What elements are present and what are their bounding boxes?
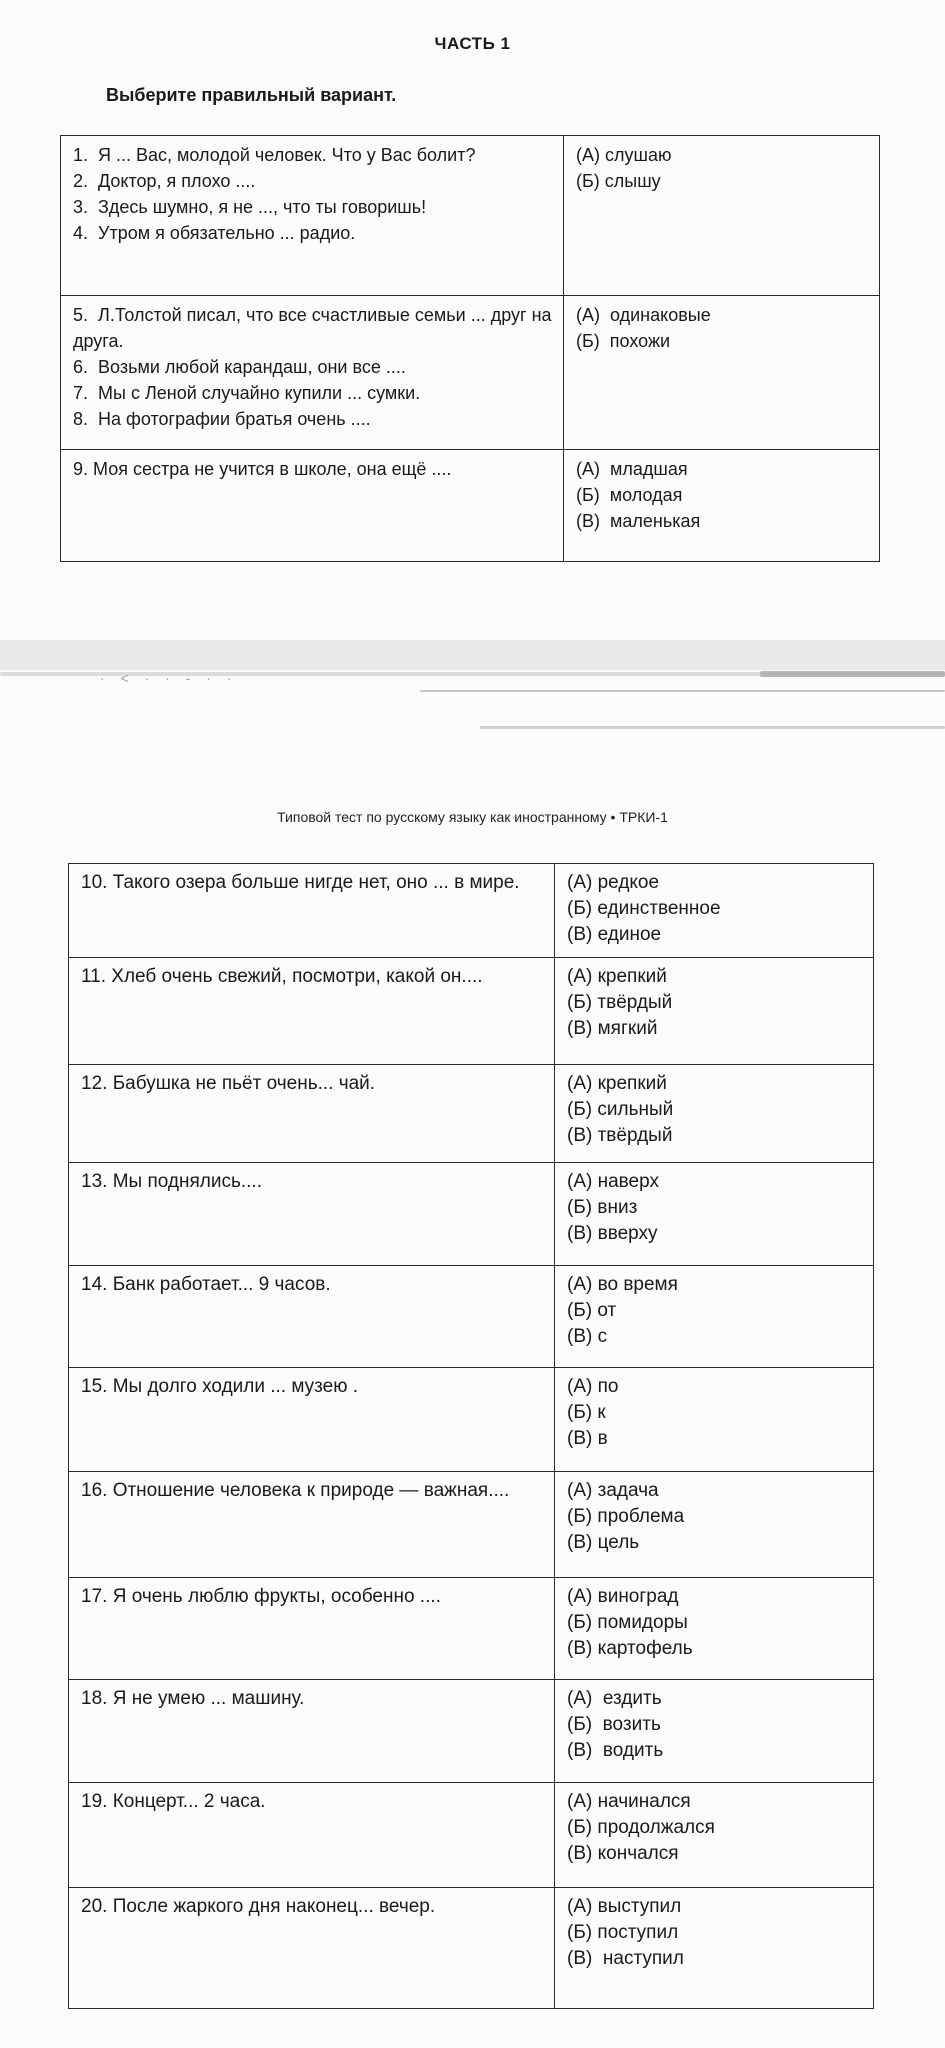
option-c: (В) вверху bbox=[567, 1223, 658, 1244]
question-cell: 16. Отношение человека к природе — важная.... bbox=[69, 1472, 555, 1578]
option-b: (Б) от bbox=[567, 1300, 617, 1321]
question-cell: 10. Такого озера больше нигде нет, оно ... в мире. bbox=[69, 864, 555, 958]
part-title: ЧАСТЬ 1 bbox=[434, 34, 511, 53]
question-cell: 17. Я очень люблю фрукты, особенно .... bbox=[69, 1578, 555, 1680]
table-row bbox=[69, 1065, 874, 1163]
question-cell bbox=[61, 296, 564, 450]
page-header: Типовой тест по русскому языку как иностранному • ТРКИ-1 bbox=[277, 809, 668, 825]
option-c: (В) единое bbox=[567, 924, 662, 945]
question-cell: 19. Концерт... 2 часа. bbox=[69, 1783, 555, 1888]
instruction-text: Выберите правильный вариант. bbox=[106, 85, 397, 105]
table-row bbox=[61, 450, 880, 562]
table-row bbox=[69, 1783, 874, 1888]
option-a: (А) слушаю bbox=[576, 145, 672, 165]
option-b: (Б) продолжался bbox=[567, 1817, 715, 1838]
options-cell bbox=[555, 1888, 874, 2009]
options-cell bbox=[555, 1266, 874, 1368]
question-line: 3. Здесь шумно, я не ..., что ты говоришь! bbox=[73, 197, 427, 217]
options-cell bbox=[555, 1578, 874, 1680]
options-cell bbox=[555, 1065, 874, 1163]
question-line: 2. Доктор, я плохо .... bbox=[73, 171, 256, 191]
option-b: (Б) проблема bbox=[567, 1506, 685, 1527]
scan-page-2 bbox=[0, 670, 945, 2048]
option-b: (Б) вниз bbox=[567, 1197, 638, 1218]
table-row bbox=[69, 1888, 874, 2009]
question-cell: 13. Мы поднялись.... bbox=[69, 1163, 555, 1266]
table-row bbox=[69, 1266, 874, 1368]
options-cell bbox=[564, 450, 880, 562]
option-a: (А) наверх bbox=[567, 1171, 659, 1192]
option-b: (Б) поступил bbox=[567, 1922, 679, 1943]
option-a: (А) одинаковые bbox=[576, 305, 711, 325]
question-line: 6. Возьми любой карандаш, они все .... bbox=[73, 357, 406, 377]
options-cell bbox=[555, 958, 874, 1065]
option-a: (А) виноград bbox=[567, 1586, 679, 1607]
question-cell: 18. Я не умею ... машину. bbox=[69, 1680, 555, 1783]
question-cell bbox=[61, 450, 564, 562]
option-a: (А) выступил bbox=[567, 1896, 682, 1917]
option-c: (В) мягкий bbox=[567, 1018, 658, 1039]
part1-question-table-continued bbox=[68, 863, 874, 2009]
options-cell bbox=[555, 1783, 874, 1888]
scan-marks: · < · · - · · bbox=[100, 670, 238, 686]
part1-question-table bbox=[60, 135, 880, 562]
option-a: (А) крепкий bbox=[567, 966, 667, 987]
table-row bbox=[69, 1163, 874, 1266]
option-c: (В) кончался bbox=[567, 1843, 679, 1864]
question-cell bbox=[61, 136, 564, 296]
scan-streak bbox=[420, 690, 945, 692]
question-cell: 11. Хлеб очень свежий, посмотри, какой он.... bbox=[69, 958, 555, 1065]
table-row bbox=[69, 1368, 874, 1472]
question-line: 1. Я ... Вас, молодой человек. Что у Вас болит? bbox=[73, 145, 476, 165]
option-a: (А) младшая bbox=[576, 459, 688, 479]
question-cell: 14. Банк работает... 9 часов. bbox=[69, 1266, 555, 1368]
option-c: (В) в bbox=[567, 1428, 608, 1449]
question-line: 8. На фотографии братья очень .... bbox=[73, 409, 371, 429]
table-row bbox=[69, 1578, 874, 1680]
question-line: 7. Мы с Леной случайно купили ... сумки. bbox=[73, 383, 421, 403]
question-cell: 20. После жаркого дня наконец... вечер. bbox=[69, 1888, 555, 2009]
option-c: (В) твёрдый bbox=[567, 1125, 673, 1146]
table-row bbox=[69, 1680, 874, 1783]
options-cell bbox=[555, 864, 874, 958]
option-b: (Б) возить bbox=[567, 1714, 661, 1735]
options-cell bbox=[564, 136, 880, 296]
option-c: (В) с bbox=[567, 1326, 608, 1347]
option-b: (Б) похожи bbox=[576, 331, 671, 351]
scan-streak bbox=[760, 671, 945, 677]
option-c: (В) картофель bbox=[567, 1638, 693, 1659]
table-row bbox=[61, 136, 880, 296]
option-c: (В) маленькая bbox=[576, 511, 701, 531]
question-line: 9. Моя сестра не учится в школе, она ещё .... bbox=[73, 459, 452, 479]
option-a: (А) редкое bbox=[567, 872, 660, 893]
option-a: (А) ездить bbox=[567, 1688, 662, 1709]
option-b: (Б) к bbox=[567, 1402, 606, 1423]
option-b: (Б) молодая bbox=[576, 485, 683, 505]
question-line: 4. Утром я обязательно ... радио. bbox=[73, 223, 356, 243]
option-c: (В) цель bbox=[567, 1532, 640, 1553]
option-a: (А) задача bbox=[567, 1480, 659, 1501]
option-b: (Б) твёрдый bbox=[567, 992, 673, 1013]
option-a: (А) крепкий bbox=[567, 1073, 667, 1094]
scan-streak bbox=[480, 726, 945, 729]
scan-page-1 bbox=[0, 0, 945, 640]
question-cell: 15. Мы долго ходили ... музею . bbox=[69, 1368, 555, 1472]
options-cell bbox=[555, 1368, 874, 1472]
option-a: (А) во время bbox=[567, 1274, 678, 1295]
option-b: (Б) единственное bbox=[567, 898, 721, 919]
options-cell bbox=[555, 1680, 874, 1783]
option-a: (А) по bbox=[567, 1376, 619, 1397]
options-cell bbox=[555, 1472, 874, 1578]
option-b: (Б) слышу bbox=[576, 171, 661, 191]
option-b: (Б) помидоры bbox=[567, 1612, 688, 1633]
page-gap bbox=[0, 640, 945, 670]
options-cell bbox=[555, 1163, 874, 1266]
table-row bbox=[69, 864, 874, 958]
option-c: (В) водить bbox=[567, 1740, 664, 1761]
option-c: (В) наступил bbox=[567, 1948, 684, 1969]
option-b: (Б) сильный bbox=[567, 1099, 674, 1120]
table-row bbox=[69, 958, 874, 1065]
options-cell bbox=[564, 296, 880, 450]
table-row bbox=[61, 296, 880, 450]
option-a: (А) начинался bbox=[567, 1791, 691, 1812]
question-cell: 12. Бабушка не пьёт очень... чай. bbox=[69, 1065, 555, 1163]
question-line: 5. Л.Толстой писал, что все счастливые семьи ... друг на друга. bbox=[73, 305, 557, 351]
table-row bbox=[69, 1472, 874, 1578]
